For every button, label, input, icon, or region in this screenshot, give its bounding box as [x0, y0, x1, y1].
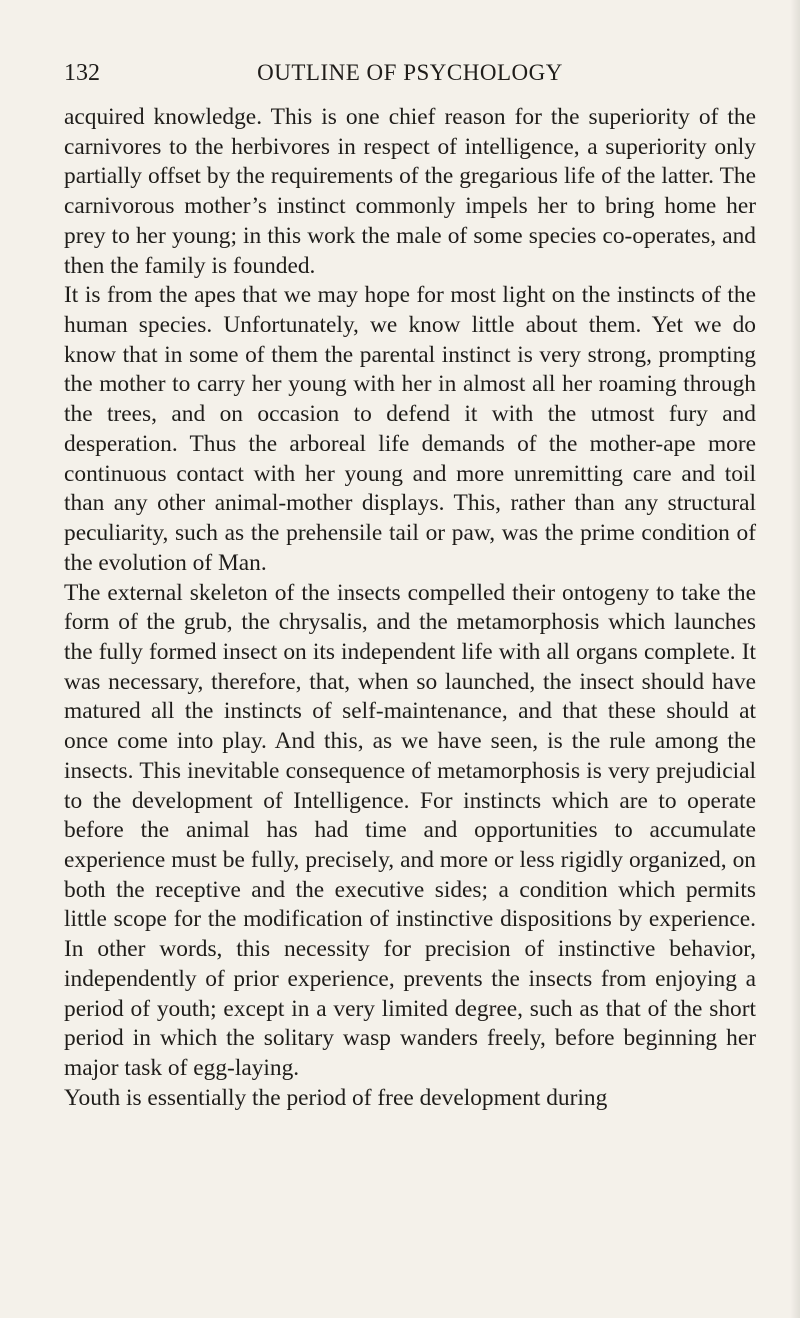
page-header — [64, 56, 756, 90]
body-text — [64, 103, 756, 1113]
page-edge-shadow — [790, 0, 800, 1318]
page-number: 132 — [64, 60, 100, 86]
paragraph: acquired knowledge. This is one chief reason for the superiority of the carnivores to the herbivores in respect of intelligence, a superiority only partially offset by the requirements of the gregarious life of the latter. The carnivorous mother’s instinct commonly impels her to bring home her prey to her young; in this work the male of some species co-operates, and then the family is founded. — [64, 104, 756, 279]
paragraph: Youth is essentially the period of free development during — [64, 1084, 608, 1111]
paragraph: The external skeleton of the insects compelled their ontogeny to take the form of the grub, the chrysalis, and the metamorphosis which launches the fully formed insect on its independent life with all organs complete. It was necessary, therefore, that, when so launched, the insect should have matured all the instincts of self-maintenance, and that these should at once come into play. And this, as we have seen, is the rule among the insects. This inevitable consequence of metamorphosis is very prejudicial to the development of Intelligence. For instincts which are to operate before the animal has had time and opportunities to accumulate experience must be fully, precisely, and more or less rigidly organized, on both the receptive and the executive sides; a condition which permits little scope for the modification of instinctive dispositions by experience. In other words, this necessity for precision of instinctive behavior, independently of prior experience, prevents the insects from enjoying a period of youth; except in a very limited degree, such as that of the short period in which the solitary wasp wanders freely, before beginning her major task of egg-laying. — [64, 579, 756, 1081]
running-title: OUTLINE OF PSYCHOLOGY — [257, 60, 563, 85]
paragraph: It is from the apes that we may hope for most light on the instincts of the human species. Unfortunately, we know little about them. Yet we do know that in some of them the parental instinct is very strong, prompting the mother to carry her young with her in almost all her roaming through the trees, and on occasion to defend it with the utmost fury and desperation. Thus the arboreal life demands of the mother-ape more continuous contact with her young and more unremitting care and toil than any other animal-mother displays. This, rather than any structural peculiarity, such as the prehensile tail or paw, was the prime condition of the evolution of Man. — [64, 282, 756, 576]
